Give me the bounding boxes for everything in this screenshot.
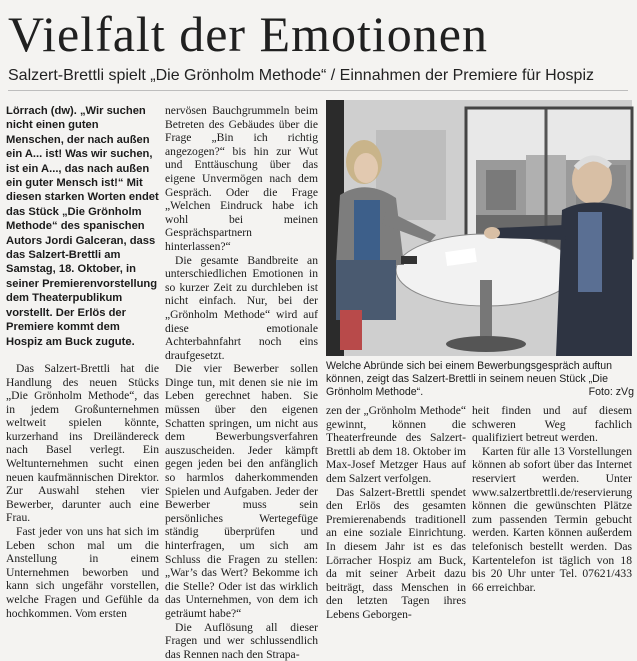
photo-credit: Foto: zVg	[588, 386, 634, 398]
body-paragraph: Das Salzert-Brettli spendet den Erlös des gesamten Premierenabends traditionell an eine soziale Einrichtung. In diesem Jahr ist es das Lörracher Hospiz am Buck, da mit seiner Arbeit dazu beiträgt, dass Menschen in den letzten Tagen ihres Lebens Geborgen-	[326, 485, 466, 621]
body-paragraph: Fast jeder von uns hat sich im Leben schon mal um die Anstellung in einem Unternehmen beworben und kann sich ungefähr vorstellen, welche Fragen und Gefühle da hochkommen. Vom ersten	[6, 525, 159, 620]
article-photo	[326, 100, 632, 356]
body-paragraph: Die vier Bewerber sollen Dinge tun, mit denen sie nie im Leben gerechnet haben. Sie müssen über den eigenen Schatten springen, um nicht aus dem Bewerbungsverfahren auszuscheiden. Jeder kämpft gegen jeden bei den anfänglich so harmlos daherkommenden Spielen und Aufgaben. Jeder der Bewerber muss sein persönliches Wertegefüge ständig überprüfen und hinterfragen, um sich am Schluss die Fragen zu stellen: „War’s das Wert? Bekomme ich die Stelle? Oder ist das wirklich das Unternehmen, von dem ich geträumt habe?“	[165, 362, 318, 620]
divider	[8, 90, 628, 91]
body-paragraph: nervösen Bauchgrummeln beim Betreten des Gebäudes über die Frage „Bin ich richtig angezogen?“ bis hin zur Wut und Enttäuschung über das eigene Unvermögen nach dem Gespräch. Oder die Frage „Welchen Eindruck habe ich wohl bei meinen Gesprächspartnern hinterlassen?“	[165, 104, 318, 253]
body-paragraph: Das Salzert-Brettli hat die Handlung des neuen Stücks „Die Grönholm Methode“, das in jedem Großunternehmen weltweit spielen könnte, kurzerhand ins Dreiländereck nach Basel verlegt. Ein Weltunternehmen sucht einen neuen kaufmännischen Direktor. Zur Auswahl stehen vier Bewerber, darunter auch eine Frau.	[6, 361, 159, 525]
photo-caption	[326, 360, 634, 399]
column-1	[6, 104, 159, 620]
column-4	[472, 404, 632, 594]
lead-paragraph: Lörrach (dw). „Wir suchen nicht einen guten Menschen, der nach außen ein A... ist! Was wir suchen, ist ein A..., das nach außen ein guter Mensch ist!“ Mit diesen starken Worten endet das Stück „Die Grönholm Methode“ des spanischen Autors Jordi Galceran, dass das Salzert-Brettli am Samstag, 18. Oktober, in seiner Premierenvorstellung dem Theaterpublikum vorstellt. Der Erlös der Premiere kommt dem Hospiz am Buck zugute.	[6, 105, 159, 348]
body-paragraph: Die Auflösung all dieser Fragen und wer schlussendlich das Rennen nach den Strapa-	[165, 620, 318, 661]
column-2	[165, 104, 318, 661]
body-paragraph: Karten für alle 13 Vorstellungen können ab sofort über das Internet reserviert werden. Unter www.salzertbrettli.de/reservierung können die gewünschten Plätze zum passenden Termin gebucht werden. Karten können außerdem telefonisch bestellt werden. Das Kartentelefon ist täglich von 18 bis 20 Uhr unter Tel. 07621/433 66 erreichbar.	[472, 444, 633, 594]
caption-text: Welche Abründe sich bei einem Bewerbungsgespräch auftun können, zeigt das Salzert-Brettli in seinem neuen Stück „Die Grönholm Methode“.	[326, 360, 613, 398]
headline: Vielfalt der Emotionen	[8, 6, 488, 62]
column-3	[326, 404, 466, 622]
subtitle: Salzert-Brettli spielt „Die Grönholm Methode“ / Einnahmen der Premiere für Hospiz	[8, 67, 595, 84]
body-paragraph: heit finden und auf diesem schweren Weg fachlich qualifiziert betreut werden.	[472, 404, 632, 445]
body-paragraph: Die gesamte Bandbreite an unterschiedlichen Emotionen in so kurzer Zeit zu durchleben ist nicht einfach. Nur, bei der „Grönholm Methode“ wird auf diese emotionale Achterbahnfahrt noch eins draufgesetzt.	[165, 253, 318, 362]
body-paragraph: zen der „Grönholm Methode“ gewinnt, können die Theaterfreunde des Salzert-Brettli ab dem 18. Oktober im Max-Josef Metzger Haus auf dem Salzert verfolgen.	[326, 404, 466, 485]
